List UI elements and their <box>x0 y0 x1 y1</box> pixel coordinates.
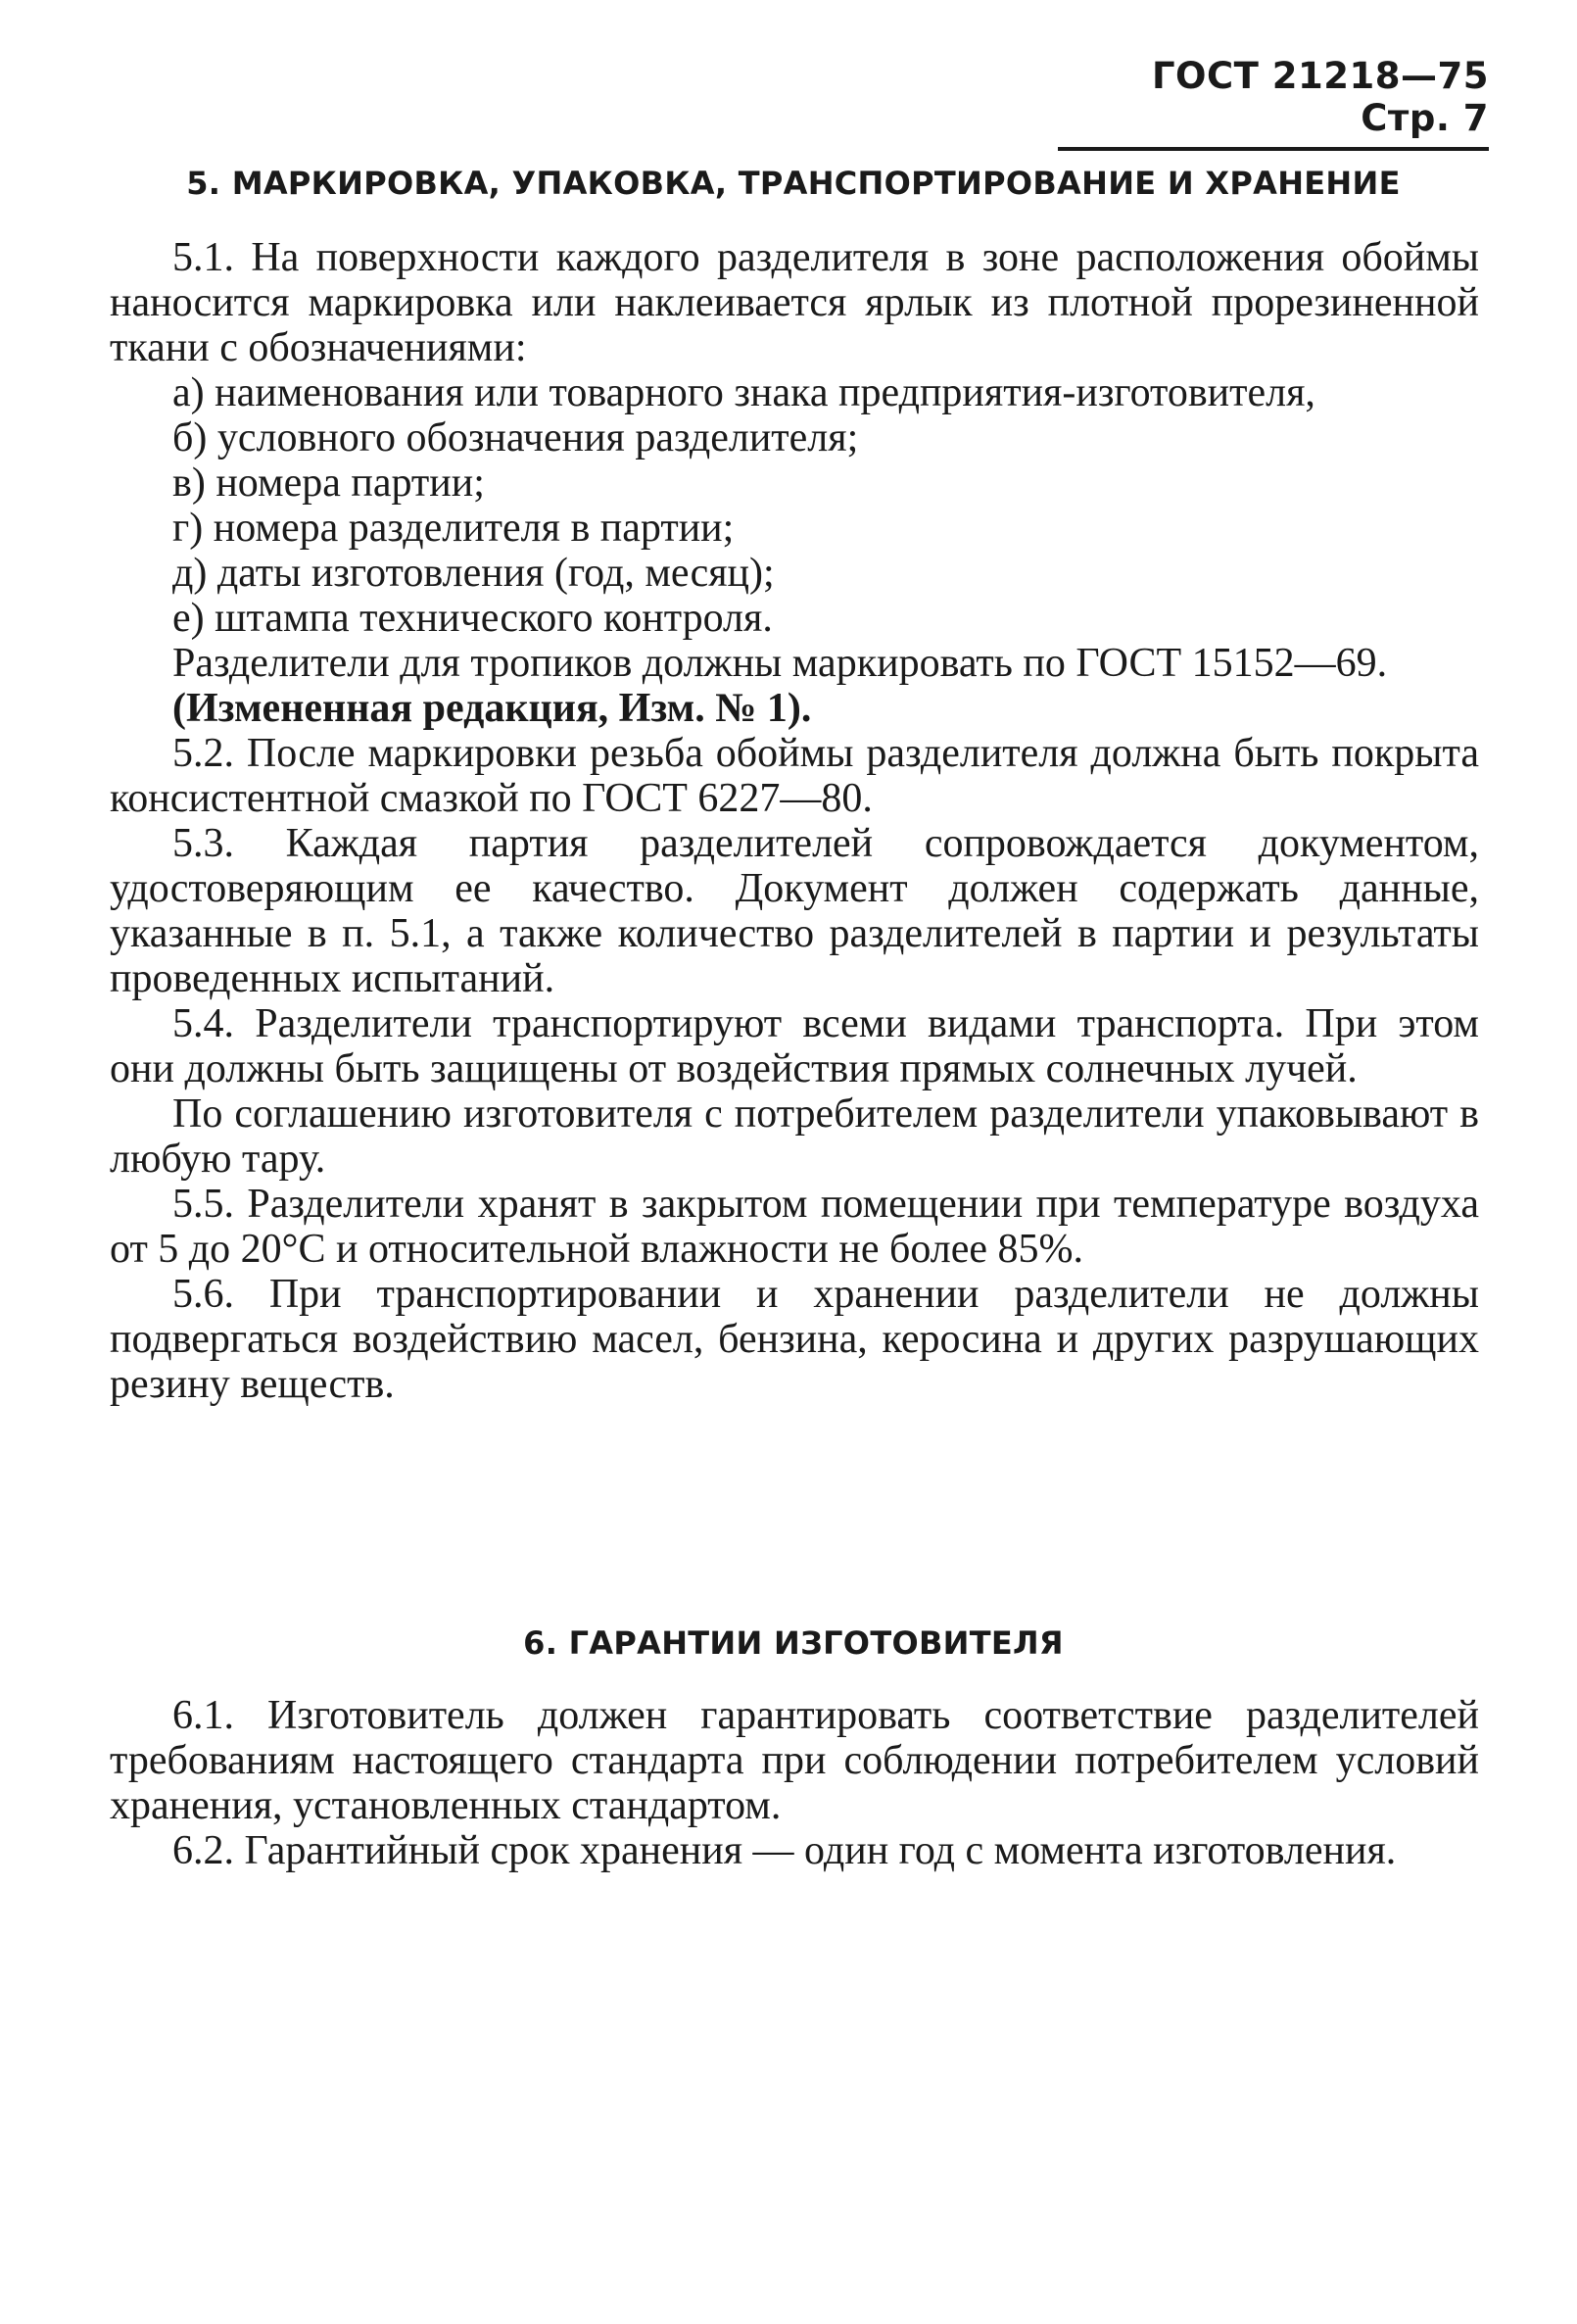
amendment-note: (Измененная редакция, Изм. № 1). <box>172 686 812 731</box>
list-item-d: д) даты изготовления (год, месяц); <box>172 551 775 596</box>
list-item-v: в) номера партии; <box>172 460 485 506</box>
paragraph-tropics: Разделители для тропиков должны маркировать по ГОСТ 15152—69. <box>172 641 1388 686</box>
paragraph-5-5: 5.5. Разделители хранят в закрытом помещении при температуре воздуха от 5 до 20°С и относительной влажности не более 85%. <box>110 1182 1479 1272</box>
paragraph-5-3: 5.3. Каждая партия разделителей сопровождается документом, удостоверяющим ее качество. Документ должен содержать данные, указанные в п. 5.1, а также количество разделителей в партии и результаты проведенных испытаний. <box>110 821 1479 1001</box>
paragraph-5-4: 5.4. Разделители транспортируют всеми видами транспорта. При этом они должны быть защищены от воздействия прямых солнечных лучей. <box>110 1001 1479 1091</box>
list-item-g: г) номера разделителя в партии; <box>172 506 735 551</box>
page-header: ГОСТ 21218—75 Стр. 7 <box>1058 55 1489 151</box>
paragraph-6-1: 6.1. Изготовитель должен гарантировать соответствие разделителей требованиям настоящего стандарта при соблюдении потребителем условий хранения, установленных стандартом. <box>110 1693 1479 1828</box>
list-item-b: б) условного обозначения разделителя; <box>172 415 859 460</box>
list-item-e: е) штампа технического контроля. <box>172 596 773 641</box>
paragraph-5-2: 5.2. После маркировки резьба обоймы разделителя должна быть покрыта консистентной смазкой по ГОСТ 6227—80. <box>110 731 1479 821</box>
paragraph-5-4-packaging: По соглашению изготовителя с потребителем разделители упаковывают в любую тару. <box>110 1091 1479 1182</box>
section-5-body <box>110 235 1479 1407</box>
section-5-heading: 5. МАРКИРОВКА, УПАКОВКА, ТРАНСПОРТИРОВАНИЕ И ХРАНЕНИЕ <box>186 165 1401 202</box>
paragraph-5-6: 5.6. При транспортировании и хранении разделители не должны подвергаться воздействию масел, бензина, керосина и других разрушающих резину веществ. <box>110 1272 1479 1407</box>
section-6-heading: 6. ГАРАНТИИ ИЗГОТОВИТЕЛЯ <box>523 1624 1064 1662</box>
section-6-body <box>110 1693 1479 1873</box>
list-item-a: а) наименования или товарного знака предприятия-изготовителя, <box>172 370 1315 415</box>
paragraph-6-2: 6.2. Гарантийный срок хранения — один год с момента изготовления. <box>172 1828 1397 1873</box>
paragraph-5-1: 5.1. На поверхности каждого разделителя в зоне расположения обоймы наносится маркировка или наклеивается ярлык из плотной прорезиненной ткани с обозначениями: <box>110 235 1479 370</box>
